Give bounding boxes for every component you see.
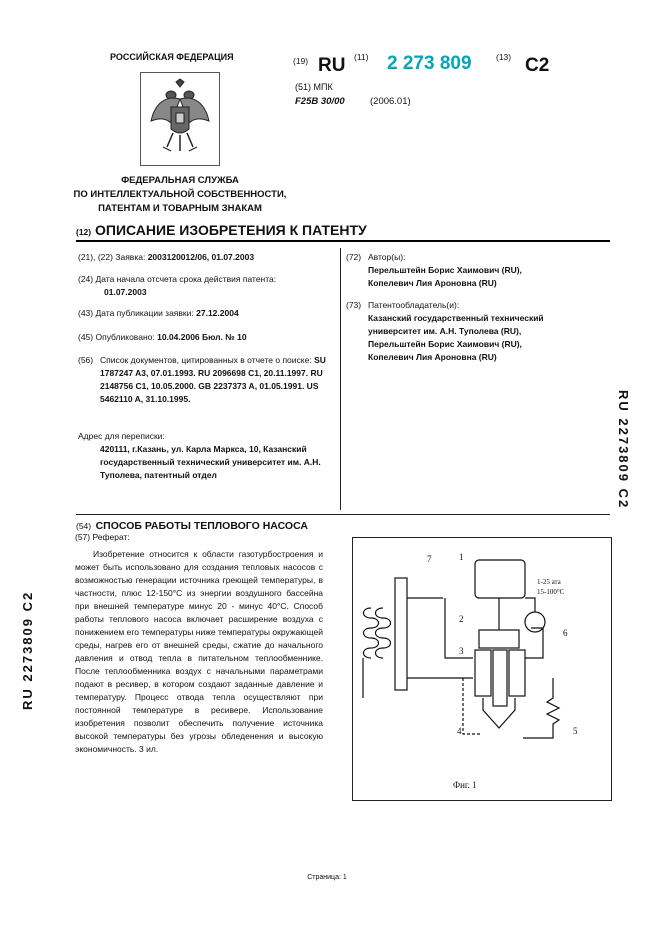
code-19: (19) xyxy=(293,56,309,66)
published-label: Опубликовано: xyxy=(95,332,155,342)
authors-field xyxy=(346,251,610,290)
coil-shape xyxy=(364,608,391,658)
code-24: (24) xyxy=(78,274,94,284)
authors-label: Автор(ы): xyxy=(368,252,406,262)
invention-title xyxy=(76,514,610,534)
agency-line: ФЕДЕРАЛЬНАЯ СЛУЖБА xyxy=(121,175,239,186)
code-13: (13) xyxy=(496,52,512,62)
mpk-line xyxy=(295,82,333,92)
abstract-body: Изобретение относится к области газотурбостроения и может быть использовано для создания тепловых насосов с возможностью генерации источника греющей температуры, в частности, плюс 12-150°C из энергии воздушного бассейна при внешней температуре минус 20 - минус 40°C. Способ работы теплового насоса включает расширение воздуха с понижением его температуры ниже температуры окружающей среды, нагрев его от внешней среды, сжатие до начального давления и отвод тепла в питательном теплообменнике. После теплообменника воздух с начальными параметрами подают в ресивер, в котором создают заданные давление и температуру. Процесс отвода тепла осуществляют при постоянной температуре в ресивере. Использование изобретения позволит обеспечить получение источника высокой температуры без угрозы обледенения и высокую экономичность. 3 ил. xyxy=(75,549,323,754)
documents-value: SU 1787247 A3, 07.01.1993. RU 2096698 C1, 20.11.1997. RU 2148756 C1, 10.05.2000. GB 2237373 A, 01.05.1991. US 5462110 A, 31.10.1995. xyxy=(100,355,326,404)
country-code: RU xyxy=(318,55,346,76)
pump-shape xyxy=(525,612,545,632)
code-73: (73) xyxy=(346,300,362,310)
publication-value: 27.12.2004 xyxy=(196,308,239,318)
column-divider xyxy=(340,248,341,510)
compressor-shape xyxy=(479,630,519,648)
code-54: (54) xyxy=(76,521,92,531)
consumer-shape xyxy=(523,678,559,738)
code-72: (72) xyxy=(346,252,362,262)
agency-line: ПО ИНТЕЛЛЕКТУАЛЬНОЙ СОБСТВЕННОСТИ, xyxy=(73,189,287,200)
document-type-title xyxy=(76,222,610,242)
owners-label: Патентообладатель(и): xyxy=(368,300,460,310)
documents-label: Список документов, цитированных в отчете о поиске: xyxy=(100,355,312,365)
turbine-shape xyxy=(475,650,491,696)
agency-name xyxy=(60,174,300,216)
figure-label: 1 xyxy=(459,552,464,562)
invention-title-text: СПОСОБ РАБОТЫ ТЕПЛОВОГО НАСОСА xyxy=(95,520,308,532)
owner-name: Копелевич Лия Ароновна (RU) xyxy=(368,352,497,362)
application-value: 2003120012/06, 01.07.2003 xyxy=(147,252,255,262)
start-date-field xyxy=(78,273,336,299)
start-date-value: 01.07.2003 xyxy=(104,287,147,297)
address-value: 420111, г.Казань, ул. Карла Маркса, 10, Казанский государственный технический университет им. А.Н. Туполева, патентный отдел xyxy=(100,444,321,480)
published-value: 10.04.2006 Бюл. № 10 xyxy=(157,332,247,342)
shaft-shape xyxy=(493,650,507,706)
code-56: (56) xyxy=(78,355,94,365)
owners-field xyxy=(346,299,586,364)
figure-label: 4 xyxy=(457,726,462,736)
mpk-label: МПК xyxy=(313,82,333,92)
documents-field xyxy=(78,354,336,406)
receiver-shape xyxy=(475,560,525,598)
pressure-annotation: 1-25 ата xyxy=(537,578,561,586)
application-label: Заявка: xyxy=(115,252,146,262)
code-12: (12) xyxy=(76,227,92,237)
code-11: (11) xyxy=(354,52,369,62)
figure-caption: Фиг. 1 xyxy=(453,780,477,790)
patent-number: 2 273 809 xyxy=(387,53,472,74)
publication-label: Дата публикации заявки: xyxy=(95,308,194,318)
publication-field xyxy=(78,307,336,320)
start-date-label: Дата начала отсчета срока действия патента: xyxy=(95,274,277,284)
abstract-text xyxy=(75,548,323,756)
eagle-icon xyxy=(141,73,219,165)
owner-name: Казанский государственный технический университет им. А.Н. Туполева (RU), xyxy=(368,313,544,336)
code-51: (51) xyxy=(295,82,312,92)
abstract-heading xyxy=(75,531,130,544)
temperature-annotation: 15-100°C xyxy=(537,588,565,596)
author-name: Копелевич Лия Ароновна (RU) xyxy=(368,278,497,288)
author-name: Перельштейн Борис Хаимович (RU), xyxy=(368,265,522,275)
side-patent-number-right: RU 2273809 C2 xyxy=(616,390,631,510)
abstract-label: Реферат: xyxy=(92,532,130,542)
code-57: (57) xyxy=(75,532,91,542)
code-43: (43) xyxy=(78,308,94,318)
ipc-class: F25B 30/00 xyxy=(295,96,345,107)
figure-label: 7 xyxy=(427,554,432,564)
kind-code: C2 xyxy=(525,55,550,76)
heat-pump-diagram xyxy=(353,538,611,800)
country-name: РОССИЙСКАЯ ФЕДЕРАЦИЯ xyxy=(110,52,234,62)
address-field xyxy=(78,430,336,482)
application-field xyxy=(78,251,336,264)
expander-shape xyxy=(509,650,525,696)
page-footer: Страница: 1 xyxy=(307,874,347,881)
address-label: Адрес для переписки: xyxy=(78,431,165,441)
figure-label: 5 xyxy=(573,726,578,736)
figure-1 xyxy=(352,537,612,801)
figure-label: 2 xyxy=(459,614,464,624)
heat-exchanger-column xyxy=(395,578,407,690)
code-45: (45) xyxy=(78,332,94,342)
figure-label: 3 xyxy=(459,646,464,656)
document-type-text: ОПИСАНИЕ ИЗОБРЕТЕНИЯ К ПАТЕНТУ xyxy=(95,222,367,238)
agency-line: ПАТЕНТАМ И ТОВАРНЫМ ЗНАКАМ xyxy=(98,203,262,214)
side-patent-number-left: RU 2273809 C2 xyxy=(20,590,35,710)
coat-of-arms-emblem xyxy=(140,72,220,166)
owner-name: Перельштейн Борис Хаимович (RU), xyxy=(368,339,522,349)
figure-label: 6 xyxy=(563,628,568,638)
ipc-version: (2006.01) xyxy=(370,96,411,107)
code-21-22: (21), (22) xyxy=(78,252,113,262)
published-field xyxy=(78,331,336,344)
